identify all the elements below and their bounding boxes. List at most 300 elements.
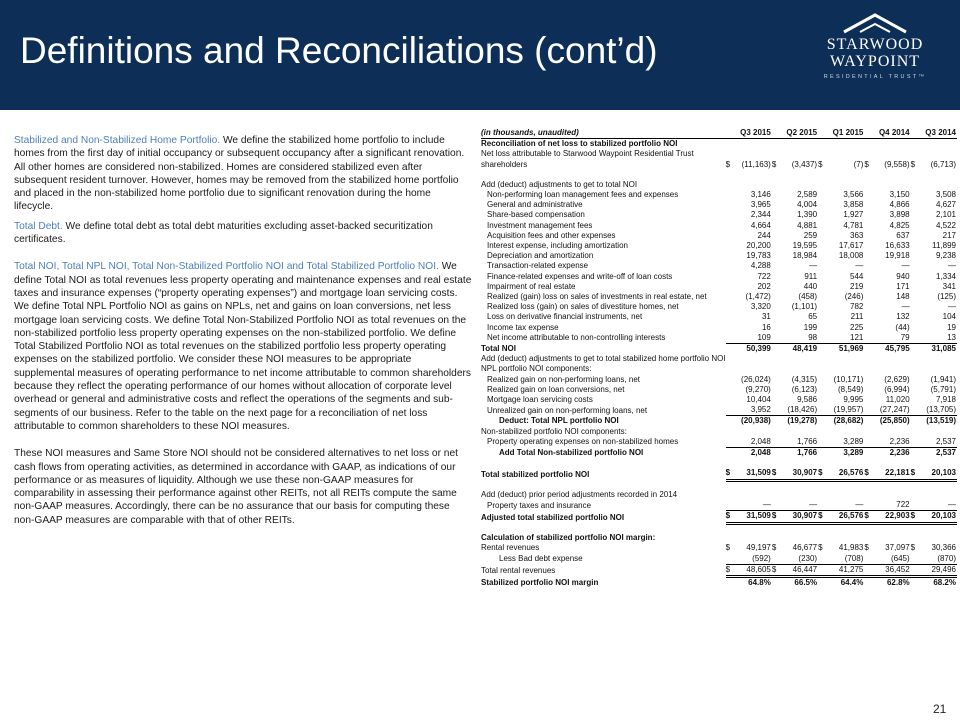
cell-value: (18,426) <box>779 405 819 416</box>
cell-value: 4,288 <box>750 261 771 271</box>
definition-total-debt <box>14 220 472 247</box>
definition-heading: Total NOI, Total NPL NOI, Total Non-Stabilized Portfolio NOI and Total Stabilized Portfolio NOI. <box>14 261 439 273</box>
cell-value: 4,781 <box>843 220 864 230</box>
cell-value: 46,447 <box>779 564 819 576</box>
cell-value: — <box>779 500 819 511</box>
cell-value <box>732 533 772 543</box>
cell-value <box>732 523 772 533</box>
row-label: Share-based compensation <box>487 210 585 220</box>
cell-value: 31,085 <box>931 344 956 354</box>
cell-value: (13,519) <box>926 416 956 426</box>
definition-body: We define Total NOI as total revenues less property operating and maintenance expenses and real estate taxes and insurance expenses (“property operating expenses”) and mortgage loan servicing costs. We define Total NPL Portfolio NOI as gains on NPLs, net and gains on loan conversions, net less mortgage loan servicing costs. We define Total Non-Stabilized Portfolio NOI as total revenues on the non-stabilized portfolio less property operating expenses on the non-stabilized portfolio. We define Total Stabilized Portfolio NOI as total revenues on the stabilized portfolio less property operating expenses on the stabilized portfolio. We consider these NOI measures to be appropriate supplemental measures of operating performance to net income attributable to common shareholders because they reflect the operating performance of our homes without allocation of corporate level overhead or general and administrative costs and reflect the operations of the segments and sub-segments of our business. Refer to the table on the next page for a reconciliation of net loss attributable to common shareholders to these NOI measures. <box>14 261 472 432</box>
cell-value: (9,558) <box>884 159 910 169</box>
cell-value <box>871 523 911 533</box>
cell-value: 26,576 <box>825 511 865 523</box>
cell-value: 36,452 <box>871 564 911 576</box>
table-row <box>481 261 957 271</box>
dollar-sign: $ <box>910 159 916 169</box>
definition-heading: Total Debt. <box>14 220 63 232</box>
cell-value: 940 <box>896 271 910 281</box>
cell-value: 544 <box>850 271 864 281</box>
cell-value: (7) <box>853 159 864 169</box>
cell-value: — <box>917 500 957 511</box>
cell-value <box>917 523 957 533</box>
column-header: Q3 2015 <box>732 128 772 139</box>
dollar-sign: $ <box>725 159 731 169</box>
cell-value: (870) <box>917 554 957 565</box>
cell-value: 26,576 <box>825 468 865 480</box>
cell-value: (25,850) <box>879 416 910 426</box>
cell-value: 121 <box>825 333 865 344</box>
table-header-row <box>481 128 957 139</box>
company-logo <box>815 12 935 98</box>
dollar-sign: $ <box>772 564 779 576</box>
cell-value: (28,682) <box>833 416 864 426</box>
page-title: Definitions and Reconciliations (cont’d) <box>20 30 658 71</box>
cell-value <box>917 364 957 374</box>
cell-value: 3,965 <box>750 200 771 210</box>
row-label: Realized loss (gain) on sales of divestiture homes, net <box>487 302 679 312</box>
definition-heading: Stabilized and Non-Stabilized Home Portfolio. <box>14 135 221 146</box>
cell-value <box>825 354 865 364</box>
table-row <box>481 231 957 241</box>
row-label: Less Bad debt expense <box>499 554 583 564</box>
row-label: Total NOI <box>481 344 516 354</box>
cell-value: 148 <box>896 292 910 302</box>
table-row <box>481 490 957 500</box>
dollar-sign: $ <box>725 543 731 553</box>
cell-value: 225 <box>850 322 864 332</box>
cell-value: (27,247) <box>871 405 911 416</box>
dollar-sign: $ <box>771 543 777 553</box>
cell-value: 4,881 <box>797 220 818 230</box>
row-label: Stabilized portfolio NOI margin <box>481 577 599 587</box>
cell-value: (44) <box>895 322 910 332</box>
cell-value: 19 <box>947 322 956 332</box>
row-label: Deduct: Total NPL portfolio NOI <box>499 416 619 426</box>
cell-value <box>825 149 865 159</box>
cell-value <box>779 533 819 543</box>
cell-value <box>825 180 865 190</box>
cell-value <box>917 427 957 437</box>
row-label <box>481 523 726 533</box>
cell-value: 30,907 <box>779 468 819 480</box>
cell-value: 3,898 <box>889 210 910 220</box>
cell-value: (6,123) <box>791 384 818 394</box>
cell-value <box>871 458 911 468</box>
cell-value: 9,586 <box>797 395 818 405</box>
table-row <box>481 500 957 511</box>
cell-value: 211 <box>850 312 864 322</box>
dollar-sign: $ <box>864 468 871 480</box>
cell-value: 3,150 <box>889 190 910 200</box>
table-row <box>481 292 957 302</box>
cell-value <box>871 364 911 374</box>
cell-value: 48,419 <box>792 344 818 354</box>
cell-value: 64.8% <box>748 577 771 587</box>
cell-value <box>779 149 819 159</box>
cell-value: 64.4% <box>840 577 864 587</box>
cell-value: 41,275 <box>825 564 865 576</box>
cell-value: 13 <box>917 333 957 344</box>
cell-value <box>825 427 865 437</box>
cell-value: 18,008 <box>838 251 864 261</box>
cell-value: — <box>855 261 864 271</box>
cell-value: 16,633 <box>885 241 910 251</box>
cell-value: 51,969 <box>838 344 864 354</box>
dollar-sign: $ <box>818 159 823 169</box>
row-label: Net income attributable to non-controlling interests <box>487 333 666 343</box>
cell-value <box>825 533 865 543</box>
cell-value: — <box>732 500 772 511</box>
cell-value: 4,627 <box>935 200 956 210</box>
table-row <box>481 405 957 416</box>
cell-value: 3,146 <box>750 190 771 200</box>
cell-value: 1,766 <box>779 437 819 448</box>
cell-value <box>732 364 772 374</box>
cell-value: 22,903 <box>871 511 911 523</box>
cell-value: (19,278) <box>787 416 818 426</box>
logo-line-1: STARWOOD <box>826 36 924 53</box>
cell-value: (13,705) <box>917 405 957 416</box>
cell-value: 11,020 <box>885 395 910 405</box>
cell-value <box>779 180 819 190</box>
cell-value: 22,181 <box>871 468 911 480</box>
table-row <box>481 210 957 220</box>
cell-value: 4,825 <box>889 220 910 230</box>
table-row <box>481 200 957 210</box>
cell-value: 18,984 <box>792 251 818 261</box>
cell-value <box>732 170 772 180</box>
cell-value: 109 <box>732 333 772 344</box>
cell-value <box>732 354 772 364</box>
row-label: Depreciation and amortization <box>487 251 594 261</box>
cell-value: 19,918 <box>885 251 910 261</box>
cell-value: 1,334 <box>935 271 956 281</box>
cell-value <box>825 490 865 500</box>
row-label: Realized (gain) loss on sales of investments in real estate, net <box>487 292 707 302</box>
cell-value: 440 <box>803 281 818 291</box>
cell-value: 45,795 <box>885 344 910 354</box>
dollar-sign: $ <box>818 543 823 553</box>
row-label: Realized gain on loan conversions, net <box>487 384 625 394</box>
cell-value: 2,048 <box>750 448 771 458</box>
table-row <box>481 480 957 490</box>
cell-value <box>871 170 911 180</box>
cell-value: 911 <box>804 271 818 281</box>
definition-disclaimer: These NOI measures and Same Store NOI should not be considered alternatives to net loss or net cash flows from operating activities, as determined in accordance with GAAP, as indications of our performance or as measures of liquidity. Although we use these non-GAAP measures for comparability in assessing their performance against other REITs, not all REITs compute the same non-GAAP measures. Accordingly, there can be no assurance that our basis for computing these non-GAAP measures are comparable with that of other REITs. <box>14 448 458 526</box>
cell-value: 62.8% <box>886 577 910 587</box>
cell-value <box>871 427 911 437</box>
cell-value <box>779 427 819 437</box>
table-row <box>481 312 957 322</box>
cell-value <box>779 364 819 374</box>
cell-value <box>732 180 772 190</box>
cell-value: 217 <box>942 230 956 240</box>
cell-value: 2,236 <box>889 448 910 458</box>
cell-value: 29,496 <box>917 564 957 576</box>
cell-value <box>779 139 819 150</box>
cell-value <box>917 458 957 468</box>
cell-value: 341 <box>942 281 956 291</box>
row-label: Unrealized gain on non-performing loans, net <box>487 405 648 415</box>
cell-value: (2,629) <box>884 374 910 384</box>
cell-value: (246) <box>844 292 864 302</box>
row-label: Net loss attributable to Starwood Waypoint Residential Trust <box>481 149 694 159</box>
cell-value: 199 <box>803 322 818 332</box>
cell-value: 202 <box>757 281 771 291</box>
row-label: Add (deduct) prior period adjustments recorded in 2014 <box>481 490 678 499</box>
cell-value: — <box>809 261 818 271</box>
cell-value: 19,783 <box>746 251 771 261</box>
table-row <box>481 323 957 333</box>
roof-icon <box>840 12 910 34</box>
cell-value <box>871 533 911 543</box>
cell-value <box>825 523 865 533</box>
cell-value: 68.2% <box>933 577 956 587</box>
row-label: Add (deduct) adjustments to get to total stabilized home portfolio NOI <box>481 354 726 364</box>
cell-value <box>917 180 957 190</box>
table-row <box>481 458 957 468</box>
table-row <box>481 533 957 543</box>
cell-value: — <box>901 261 910 271</box>
definition-stabilized <box>14 134 472 214</box>
cell-value <box>871 139 911 150</box>
row-label <box>481 480 726 490</box>
header-bar <box>0 0 960 110</box>
cell-value: 11,899 <box>932 241 956 251</box>
cell-value: 4,522 <box>935 220 956 230</box>
cell-value: — <box>948 302 956 312</box>
row-label: Property operating expenses on non-stabilized homes <box>487 437 679 447</box>
cell-value <box>732 427 772 437</box>
table-row <box>481 395 957 405</box>
cell-value: 20,200 <box>746 241 771 251</box>
cell-value <box>871 180 911 190</box>
table-row <box>481 576 957 588</box>
cell-value: (5,791) <box>930 384 956 394</box>
row-label: Realized gain on non-performing loans, net <box>487 374 640 384</box>
cell-value: 41,983 <box>838 543 864 553</box>
cell-value <box>917 490 957 500</box>
dollar-sign: $ <box>864 511 871 523</box>
cell-value: (20,938) <box>741 416 771 426</box>
row-label <box>481 458 726 468</box>
cell-value: 3,566 <box>843 190 864 200</box>
cell-value: (3,437) <box>791 159 818 169</box>
row-label: General and administrative <box>487 200 583 210</box>
cell-value <box>732 480 772 490</box>
dollar-sign: $ <box>911 468 918 480</box>
table-row <box>481 160 957 170</box>
table-row <box>481 554 957 565</box>
row-label: Investment management fees <box>487 220 593 230</box>
dollar-sign: $ <box>726 468 733 480</box>
cell-value <box>871 490 911 500</box>
cell-value: 722 <box>757 271 771 281</box>
cell-value <box>917 354 957 364</box>
cell-value: 3,289 <box>843 448 864 458</box>
cell-value: 31,509 <box>732 511 772 523</box>
dollar-sign: $ <box>726 511 733 523</box>
table-row <box>481 180 957 190</box>
cell-value: (592) <box>732 554 772 565</box>
row-label: NPL portfolio NOI components: <box>481 364 592 374</box>
cell-value: 20,103 <box>917 468 957 480</box>
definition-body: We define total debt as total debt maturities excluding asset-backed securitization certificates. <box>14 220 433 246</box>
cell-value: 16 <box>761 322 771 332</box>
cell-value <box>917 533 957 543</box>
cell-value: 10,404 <box>746 395 771 405</box>
dollar-sign: $ <box>818 468 825 480</box>
table-header-label: (in thousands, unaudited) <box>481 128 726 139</box>
row-label: Calculation of stabilized portfolio NOI margin: <box>481 533 656 543</box>
table-row <box>481 170 957 180</box>
table-row <box>481 437 957 448</box>
cell-value <box>779 480 819 490</box>
row-label: Non-stabilized portfolio NOI components: <box>481 426 627 436</box>
cell-value: 9,995 <box>843 395 864 405</box>
cell-value <box>871 149 911 159</box>
table-row <box>481 375 957 385</box>
cell-value <box>825 480 865 490</box>
cell-value: 30,907 <box>779 511 819 523</box>
table-row <box>481 364 957 374</box>
cell-value: (1,101) <box>791 302 818 312</box>
row-label: Add (deduct) adjustments to get to total NOI <box>481 179 638 189</box>
cell-value: 31 <box>761 312 771 322</box>
cell-value: (26,024) <box>741 374 771 384</box>
cell-value: 46,677 <box>792 543 818 553</box>
table-row <box>481 523 957 533</box>
row-label: shareholders <box>481 159 528 169</box>
table-row <box>481 272 957 282</box>
cell-value: 219 <box>850 281 864 291</box>
cell-value <box>825 170 865 180</box>
cell-value <box>917 170 957 180</box>
row-label: Non-performing loan management fees and expenses <box>487 190 679 200</box>
cell-value: (6,713) <box>930 159 956 169</box>
cell-value: 2,537 <box>917 437 957 448</box>
cell-value: 104 <box>942 312 956 322</box>
cell-value: — <box>825 500 865 511</box>
cell-value: 4,664 <box>750 220 771 230</box>
cell-value: 37,097 <box>885 543 910 553</box>
row-label: Rental revenues <box>481 543 540 553</box>
cell-value: 7,918 <box>935 395 956 405</box>
cell-value: (10,171) <box>833 374 864 384</box>
cell-value <box>732 458 772 468</box>
cell-value: (1,941) <box>930 374 956 384</box>
cell-value: 19,595 <box>792 241 818 251</box>
table-row <box>481 416 957 427</box>
table-row <box>481 251 957 261</box>
column-header: Q4 2014 <box>871 128 911 139</box>
cell-value <box>779 490 819 500</box>
cell-value <box>825 139 865 150</box>
dollar-sign: $ <box>864 159 869 169</box>
cell-value: (19,957) <box>825 405 865 416</box>
row-label: Property taxes and insurance <box>487 500 592 510</box>
cell-value: 1,390 <box>797 210 818 220</box>
table-row <box>481 221 957 231</box>
cell-value: 4,866 <box>889 200 910 210</box>
cell-value: 722 <box>871 500 911 511</box>
cell-value <box>779 458 819 468</box>
cell-value: 20,103 <box>917 511 957 523</box>
cell-value <box>825 458 865 468</box>
dollar-sign: $ <box>911 511 918 523</box>
row-label: Income tax expense <box>487 322 559 332</box>
row-label: Add Total Non-stabilized portfolio NOI <box>499 448 644 458</box>
table-row <box>481 543 957 553</box>
column-header: Q2 2015 <box>779 128 819 139</box>
logo-line-3: RESIDENTIAL TRUST™ <box>823 74 927 80</box>
definitions-text <box>14 134 472 533</box>
cell-value: 79 <box>871 333 911 344</box>
dollar-sign: $ <box>818 511 825 523</box>
cell-value: (708) <box>825 554 865 565</box>
cell-value: (9,270) <box>745 384 771 394</box>
cell-value: 244 <box>757 230 771 240</box>
row-label: Acquisition fees and other expenses <box>487 230 616 240</box>
cell-value: — <box>901 302 910 312</box>
dollar-sign: $ <box>772 468 779 480</box>
cell-value: 4,004 <box>797 200 818 210</box>
cell-value: 637 <box>896 230 910 240</box>
table-row <box>481 385 957 395</box>
row-label: Total stabilized portfolio NOI <box>481 469 590 479</box>
cell-value: (1,472) <box>745 292 771 302</box>
cell-value: 2,537 <box>935 448 956 458</box>
cell-value: (125) <box>937 292 956 302</box>
row-label: Transaction-related expense <box>487 261 589 271</box>
cell-value <box>917 139 957 150</box>
cell-value: 2,236 <box>871 437 911 448</box>
cell-value: 2,344 <box>750 210 771 220</box>
cell-value: 49,197 <box>746 543 771 553</box>
cell-value: (645) <box>871 554 911 565</box>
cell-value: (458) <box>798 292 818 302</box>
cell-value <box>917 149 957 159</box>
cell-value: 3,289 <box>825 437 865 448</box>
cell-value: 171 <box>896 281 910 291</box>
dollar-sign: $ <box>726 564 733 576</box>
cell-value: 2,048 <box>732 437 772 448</box>
table-row <box>481 564 957 576</box>
cell-value <box>779 170 819 180</box>
cell-value <box>871 354 911 364</box>
table-row <box>481 149 957 159</box>
cell-value: (230) <box>779 554 819 565</box>
table-row <box>481 344 957 355</box>
row-label <box>481 170 726 180</box>
row-label: Total rental revenues <box>481 566 556 576</box>
row-label: Mortgage loan servicing costs <box>487 395 593 405</box>
cell-value <box>732 139 772 150</box>
cell-value: (6,994) <box>884 384 910 394</box>
cell-value <box>825 364 865 374</box>
cell-value: 30,366 <box>931 543 956 553</box>
cell-value <box>732 149 772 159</box>
cell-value: 259 <box>803 230 818 240</box>
cell-value: 3,320 <box>750 302 771 312</box>
cell-value <box>779 523 819 533</box>
cell-value: 9,238 <box>935 251 956 261</box>
table-row <box>481 282 957 292</box>
cell-value <box>732 490 772 500</box>
cell-value: 66.5% <box>794 577 818 587</box>
